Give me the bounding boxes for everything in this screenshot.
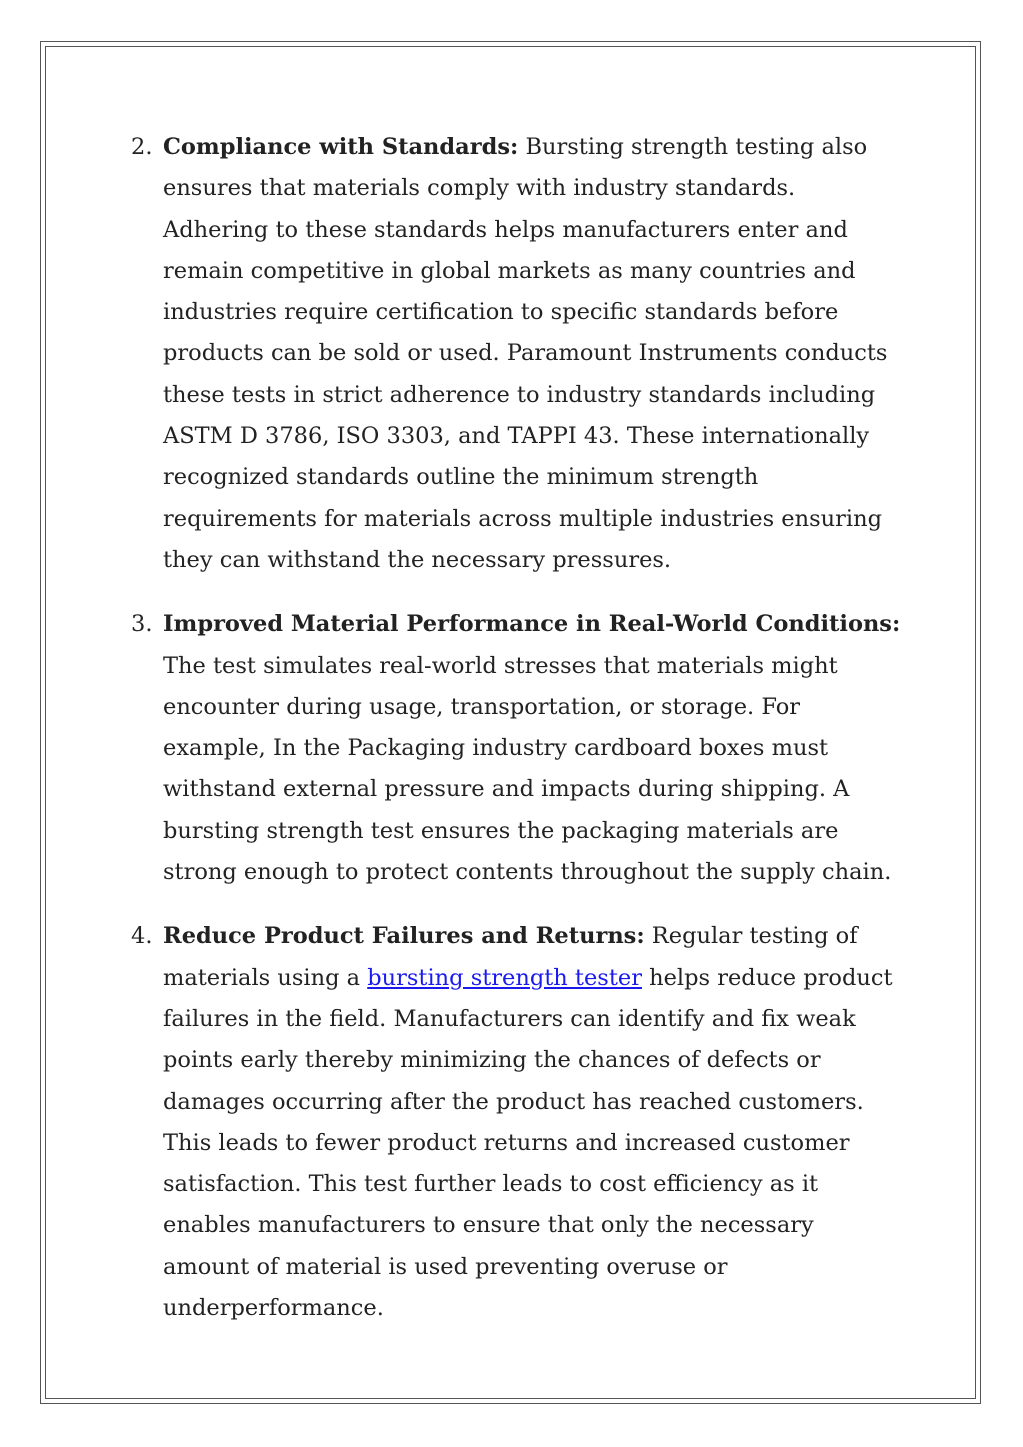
list-item xyxy=(122,916,902,1329)
list-item xyxy=(122,127,902,581)
item-text-before-link: Regular testing of materials using a xyxy=(163,923,858,991)
numbered-list xyxy=(122,127,902,1329)
list-number: 4. xyxy=(131,923,153,950)
bursting-strength-tester-link[interactable]: bursting strength tester xyxy=(367,964,642,991)
document-body xyxy=(122,127,902,1352)
item-heading: Improved Material Performance in Real-World Conditions: xyxy=(163,611,901,638)
item-text: Bursting strength testing also ensures that materials comply with industry standards. Adhering to these standards helps manufacturers enter and remain competitive in global markets as many countries and industries require certification to specific standards before products can be sold or used. Paramount Instruments conducts these tests in strict adherence to industry standards including ASTM D 3786, ISO 3303, and TAPPI 43. These internationally recognized standards outline the minimum strength requirements for materials across multiple industries ensuring they can withstand the necessary pressures. xyxy=(163,134,888,573)
list-item xyxy=(122,604,902,893)
item-heading: Compliance with Standards: xyxy=(163,134,519,160)
list-number: 3. xyxy=(131,611,153,638)
list-number: 2. xyxy=(131,134,153,160)
item-heading: Reduce Product Failures and Returns: xyxy=(163,923,645,950)
item-text: The test simulates real-world stresses that materials might encounter during usage, transportation, or storage. For example, In the Packaging industry cardboard boxes must withstand external pressure and impacts during shipping. A bursting strength test ensures the packaging materials are strong enough to protect contents throughout the supply chain. xyxy=(163,652,892,886)
item-text-after-link: helps reduce product failures in the field. Manufacturers can identify and fix weak points early thereby minimizing the chances of defects or damages occurring after the product has reached customers. This leads to fewer product returns and increased customer satisfaction. This test further leads to cost efficiency as it enables manufacturers to ensure that only the necessary amount of material is used preventing overuse or underperformance. xyxy=(163,964,893,1322)
